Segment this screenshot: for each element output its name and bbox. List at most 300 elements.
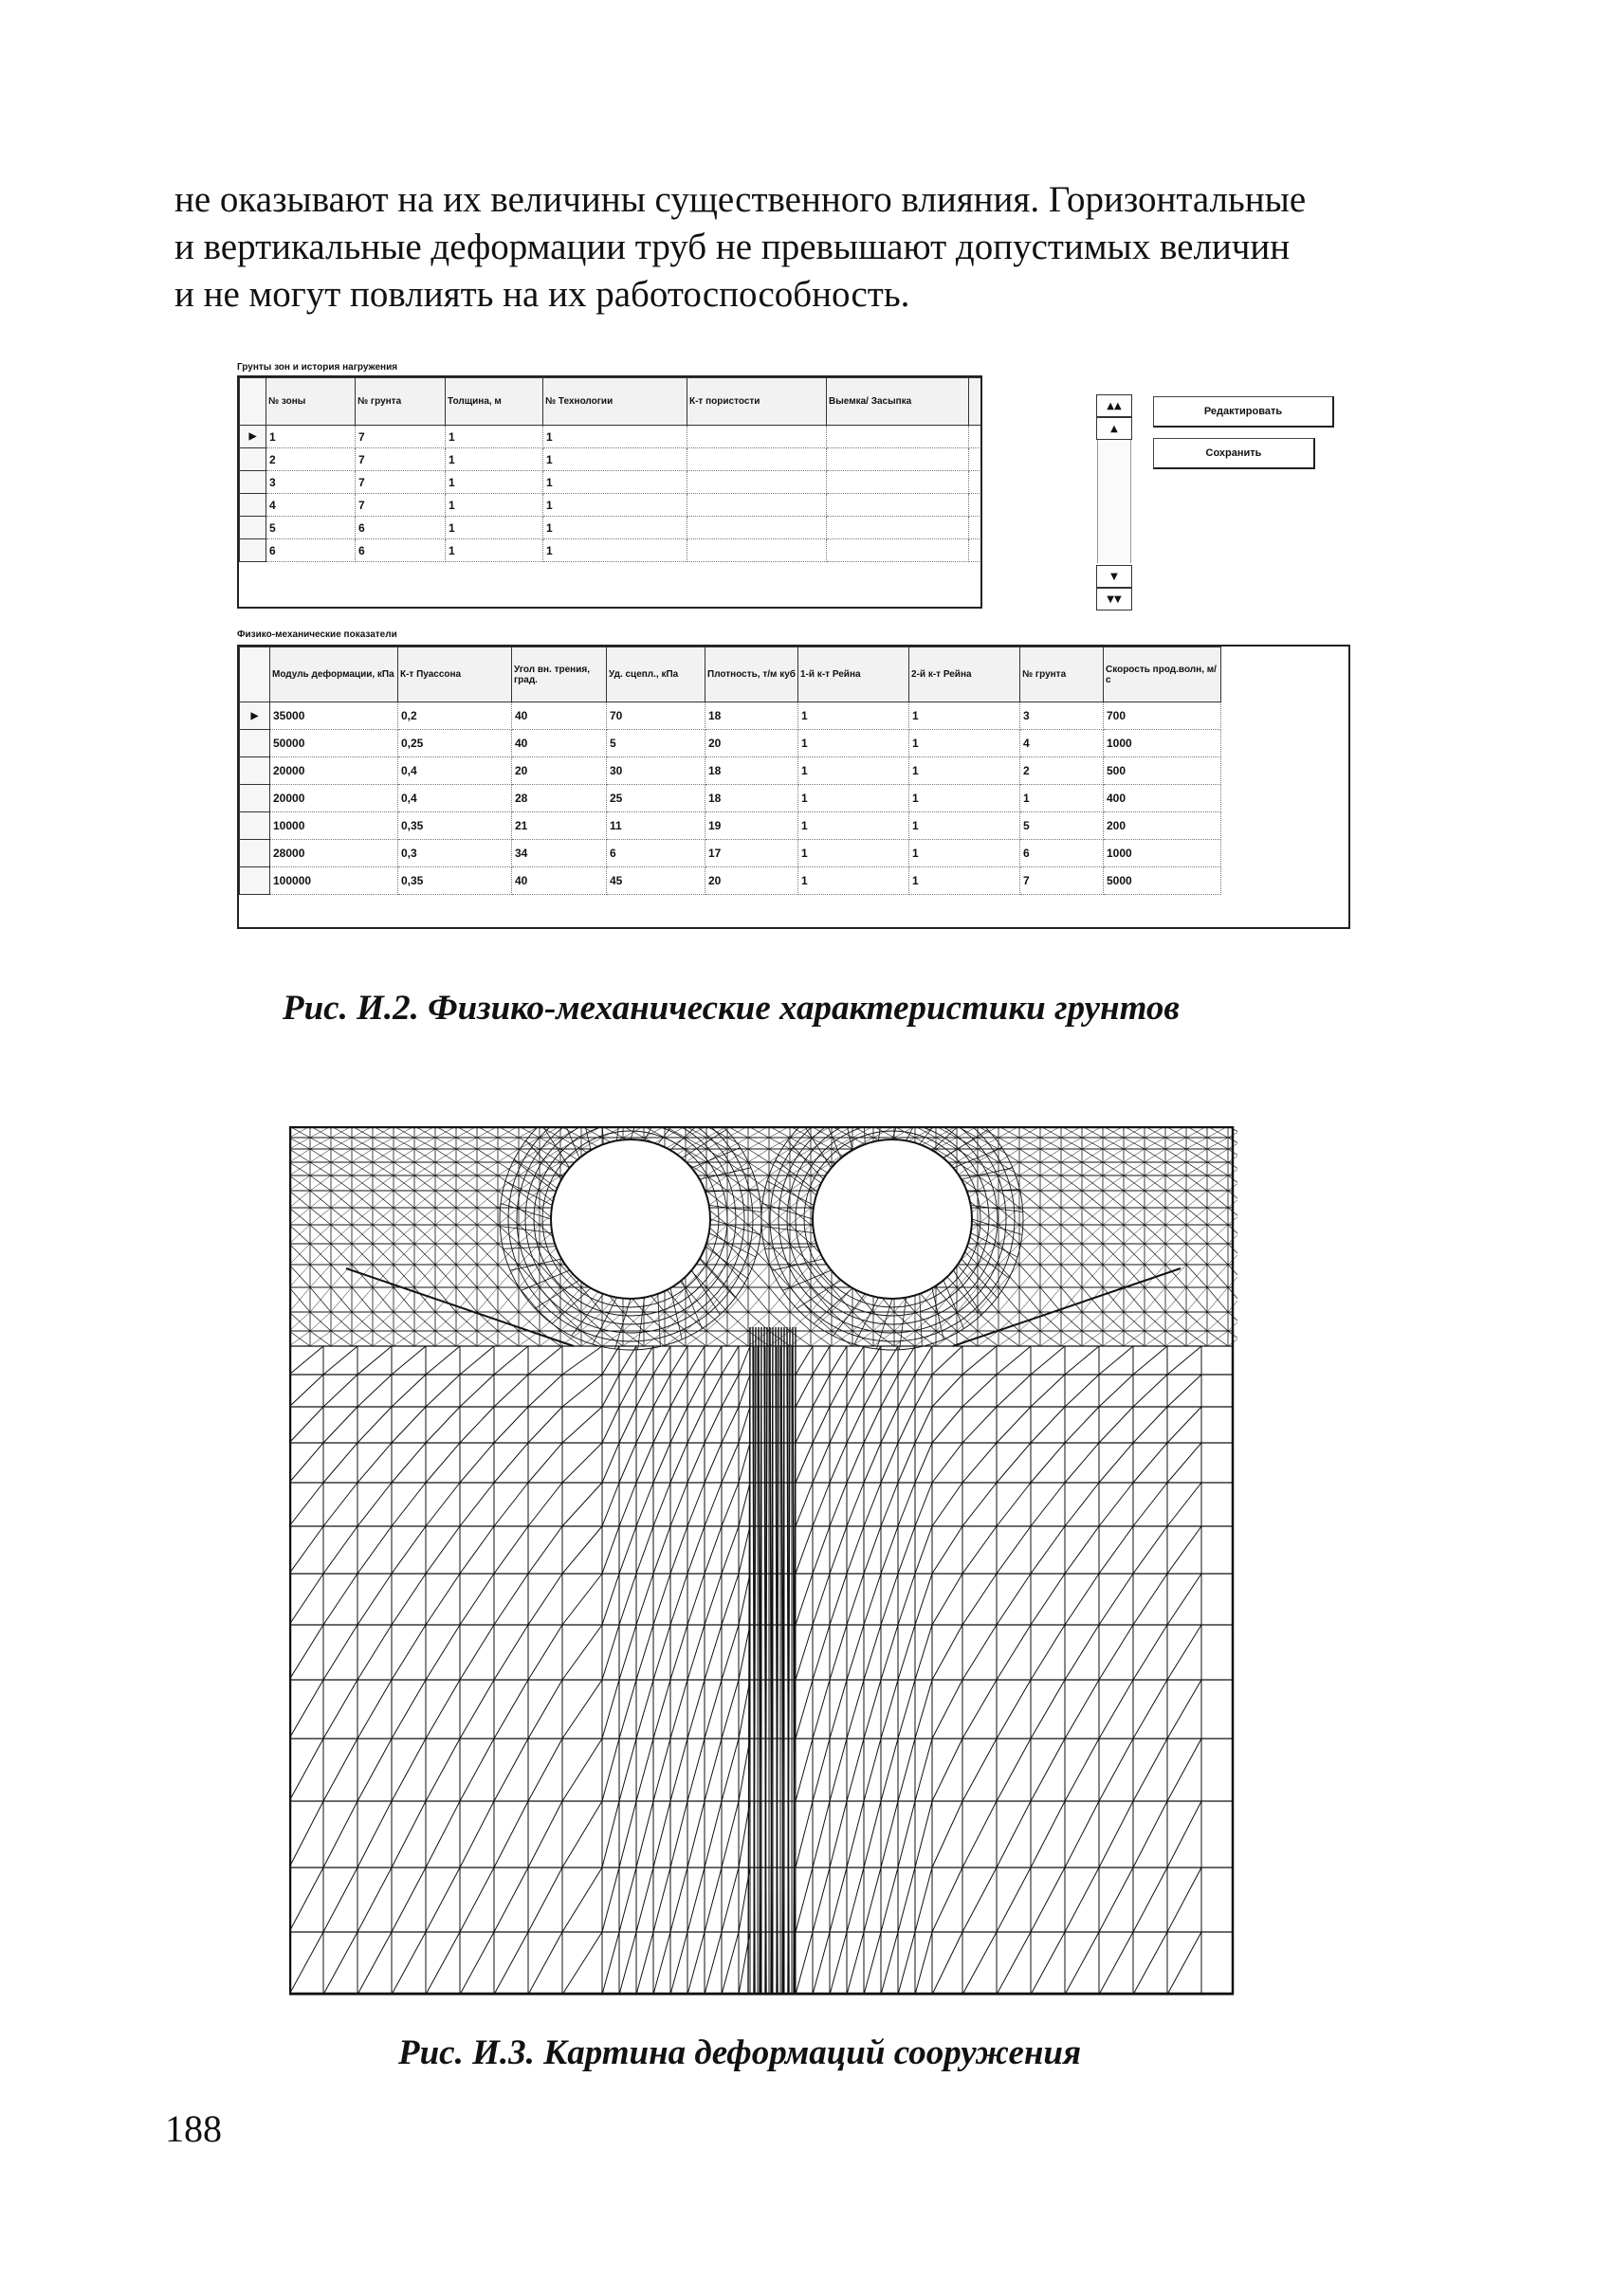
mesh-edge xyxy=(528,1868,562,1932)
table-cell[interactable] xyxy=(827,471,969,494)
table-cell[interactable]: 40 xyxy=(512,730,607,757)
paragraph-line: и вертикальные деформации труб не превышают допустимых величин xyxy=(174,227,1291,267)
mesh-edge xyxy=(722,1483,739,1526)
mesh-edge xyxy=(1167,1801,1201,1868)
scroll-to-bottom-button[interactable]: ▼▼ xyxy=(1096,588,1132,610)
table-cell[interactable]: 0,4 xyxy=(398,785,512,812)
mesh-edge xyxy=(881,1868,898,1932)
mesh-edge xyxy=(813,1375,830,1407)
table-cell[interactable]: 1 xyxy=(798,702,909,730)
mesh-edge xyxy=(898,1625,915,1680)
mesh-edge xyxy=(739,1346,750,1375)
table-cell[interactable]: 17 xyxy=(705,840,798,867)
row-selector[interactable] xyxy=(240,494,266,517)
row-selector[interactable] xyxy=(240,785,270,812)
mesh-edge xyxy=(796,1526,813,1574)
table-cell[interactable]: 7 xyxy=(356,494,446,517)
mesh-edge xyxy=(881,1932,898,1995)
mesh-edge xyxy=(619,1407,636,1443)
table-cell[interactable]: 6 xyxy=(1020,840,1104,867)
mesh-edge xyxy=(739,1375,750,1407)
scroll-down-button[interactable]: ▼ xyxy=(1096,565,1132,588)
table-cell[interactable]: 0,35 xyxy=(398,867,512,895)
mesh-edge xyxy=(830,1526,847,1574)
mesh-edge xyxy=(796,1443,813,1483)
row-selector[interactable] xyxy=(240,448,266,471)
mesh-edge xyxy=(1133,1443,1167,1483)
mesh-edge xyxy=(670,1625,687,1680)
table-cell[interactable]: 1 xyxy=(446,426,543,448)
mesh-edge xyxy=(653,1375,670,1407)
table-cell[interactable]: 21 xyxy=(512,812,607,840)
mesh-edge xyxy=(830,1443,847,1483)
mesh-edge xyxy=(357,1407,392,1443)
table-cell[interactable]: 7 xyxy=(356,448,446,471)
table-row[interactable] xyxy=(240,448,981,471)
table-cell[interactable]: 1 xyxy=(543,471,687,494)
table-row[interactable] xyxy=(240,426,981,448)
mesh-edge xyxy=(670,1483,687,1526)
mesh-edge xyxy=(962,1739,997,1801)
mesh-edge xyxy=(602,1443,619,1483)
mesh-edge xyxy=(494,1375,528,1407)
mesh-edge xyxy=(722,1443,739,1483)
table-row[interactable] xyxy=(240,812,1349,840)
table-cell[interactable]: 0,3 xyxy=(398,840,512,867)
mesh-edge xyxy=(864,1375,881,1407)
table-cell[interactable]: 1 xyxy=(446,517,543,539)
mesh-edge xyxy=(722,1574,739,1625)
table-cell[interactable]: 0,4 xyxy=(398,757,512,785)
table-cell xyxy=(1221,812,1349,840)
mesh-edge xyxy=(323,1375,357,1407)
mesh-edge xyxy=(1167,1625,1201,1680)
table-cell[interactable] xyxy=(827,539,969,562)
mesh-edge xyxy=(705,1625,722,1680)
table-cell[interactable]: 30 xyxy=(607,757,705,785)
mesh-edge xyxy=(460,1625,494,1680)
mesh-edge xyxy=(705,1526,722,1574)
column-header[interactable]: Модуль деформации, кПа xyxy=(270,647,398,702)
pipe-mesh-spoke xyxy=(967,1247,1009,1279)
pipe-mesh-spoke xyxy=(700,1168,751,1179)
column-header[interactable]: Угол вн. трения, град. xyxy=(512,647,607,702)
table-cell[interactable]: 7 xyxy=(356,426,446,448)
row-selector[interactable] xyxy=(240,812,270,840)
mesh-edge xyxy=(898,1483,915,1526)
mesh-edge xyxy=(528,1932,562,1995)
table-row[interactable] xyxy=(240,785,1349,812)
mesh-edge xyxy=(962,1375,997,1407)
pipe-mesh-spoke xyxy=(616,1126,623,1140)
mesh-edge xyxy=(653,1625,670,1680)
row-selector[interactable] xyxy=(240,517,266,539)
table-cell xyxy=(1221,730,1349,757)
column-header-empty xyxy=(969,378,981,426)
table-cell[interactable]: 40 xyxy=(512,702,607,730)
mesh-edge xyxy=(460,1574,494,1625)
mesh-edge xyxy=(932,1526,962,1574)
table-cell[interactable]: 11 xyxy=(607,812,705,840)
mesh-edge xyxy=(881,1375,898,1407)
table-cell[interactable]: 1 xyxy=(543,448,687,471)
table-cell[interactable] xyxy=(687,426,827,448)
mesh-edge xyxy=(813,1625,830,1680)
table-cell[interactable]: 1 xyxy=(798,785,909,812)
table-cell[interactable]: 20 xyxy=(705,867,798,895)
mesh-edge xyxy=(323,1868,357,1932)
mesh-edge xyxy=(494,1526,528,1574)
column-header[interactable]: № грунта xyxy=(1020,647,1104,702)
mesh-edge xyxy=(562,1625,602,1680)
mesh-edge xyxy=(289,1574,323,1625)
table-cell[interactable] xyxy=(687,471,827,494)
save-button[interactable]: Сохранить xyxy=(1153,438,1315,469)
mesh-edge xyxy=(528,1483,562,1526)
table-cell[interactable]: 10000 xyxy=(270,812,398,840)
mesh-edge xyxy=(881,1625,898,1680)
mesh-edge xyxy=(1099,1868,1133,1932)
mesh-edge xyxy=(619,1932,636,1995)
pipe-mesh-spoke xyxy=(833,1294,866,1336)
mesh-edge xyxy=(830,1801,847,1868)
table-cell[interactable]: 2 xyxy=(1020,757,1104,785)
mesh-edge xyxy=(460,1739,494,1801)
scroll-up-button[interactable]: ▲ xyxy=(1096,417,1132,440)
mesh-edge xyxy=(494,1443,528,1483)
table-cell[interactable]: 1 xyxy=(446,471,543,494)
table-cell[interactable] xyxy=(687,517,827,539)
mesh-edge xyxy=(1099,1483,1133,1526)
table-cell[interactable]: 70 xyxy=(607,702,705,730)
column-header[interactable]: 1-й к-т Рейна xyxy=(798,647,909,702)
edit-button[interactable]: Редактировать xyxy=(1153,396,1334,428)
mesh-edge xyxy=(796,1932,813,1995)
mesh-edge xyxy=(1133,1680,1167,1739)
column-header[interactable]: Толщина, м xyxy=(446,378,543,426)
mesh-edge xyxy=(619,1483,636,1526)
mesh-edge xyxy=(426,1346,460,1375)
mesh-edge xyxy=(1133,1932,1167,1995)
table-row[interactable] xyxy=(240,840,1349,867)
table-cell[interactable]: 400 xyxy=(1104,785,1221,812)
table-cell[interactable]: 45 xyxy=(607,867,705,895)
mesh-edge xyxy=(722,1932,739,1995)
table-cell[interactable]: 28000 xyxy=(270,840,398,867)
mesh-edge xyxy=(460,1483,494,1526)
mesh-edge xyxy=(1099,1407,1133,1443)
mesh-edge xyxy=(687,1932,705,1995)
mesh-edge xyxy=(528,1625,562,1680)
mesh-edge xyxy=(1167,1443,1201,1483)
mesh-edge xyxy=(619,1526,636,1574)
scrollbar-track[interactable] xyxy=(1097,440,1131,563)
row-selector[interactable] xyxy=(240,867,270,895)
mesh-edge xyxy=(636,1680,653,1739)
mesh-edge xyxy=(289,1868,323,1932)
table-cell[interactable]: 1000 xyxy=(1104,730,1221,757)
table-cell[interactable]: 25 xyxy=(607,785,705,812)
table-cell[interactable]: 0,25 xyxy=(398,730,512,757)
mesh-edge xyxy=(289,1443,323,1483)
mesh-edge xyxy=(864,1407,881,1443)
table-cell[interactable]: 5000 xyxy=(1104,867,1221,895)
column-header[interactable]: Уд. сцепл., кПа xyxy=(607,647,705,702)
table-cell[interactable]: 1 xyxy=(798,840,909,867)
mesh-edge xyxy=(898,1739,915,1801)
mesh-edge xyxy=(1133,1375,1167,1407)
table-cell[interactable]: 1 xyxy=(909,730,1020,757)
mesh-edge xyxy=(915,1868,932,1932)
mesh-edge xyxy=(687,1375,705,1407)
row-selector[interactable] xyxy=(240,757,270,785)
table-cell[interactable]: 1 xyxy=(446,448,543,471)
mesh-edge xyxy=(426,1739,460,1801)
table-cell[interactable]: 6 xyxy=(607,840,705,867)
table-cell[interactable]: 0,2 xyxy=(398,702,512,730)
table-cell[interactable]: 700 xyxy=(1104,702,1221,730)
row-selector[interactable] xyxy=(240,840,270,867)
table-cell[interactable] xyxy=(687,539,827,562)
mesh-edge xyxy=(847,1680,864,1739)
table-cell[interactable]: 35000 xyxy=(270,702,398,730)
table-cell[interactable]: 7 xyxy=(1020,867,1104,895)
table-row[interactable] xyxy=(240,517,981,539)
mesh-edge xyxy=(705,1346,722,1375)
table-cell[interactable]: 18 xyxy=(705,757,798,785)
mesh-edge xyxy=(1133,1868,1167,1932)
column-header[interactable]: К-т Пуассона xyxy=(398,647,512,702)
mesh-edge xyxy=(1031,1625,1065,1680)
mesh-edge xyxy=(864,1868,881,1932)
mesh-edge xyxy=(602,1407,619,1443)
mesh-edge xyxy=(357,1868,392,1932)
mesh-edge xyxy=(881,1526,898,1574)
table-cell[interactable]: 1 xyxy=(909,840,1020,867)
mesh-edge xyxy=(687,1574,705,1625)
table-cell[interactable]: 200 xyxy=(1104,812,1221,840)
table-cell[interactable]: 19 xyxy=(705,812,798,840)
mesh-edge xyxy=(460,1443,494,1483)
mesh-edge xyxy=(796,1346,813,1375)
table-cell[interactable]: 1 xyxy=(909,785,1020,812)
mesh-edge xyxy=(847,1407,864,1443)
mesh-edge xyxy=(997,1932,1031,1995)
table-cell[interactable]: 5 xyxy=(607,730,705,757)
row-selector[interactable] xyxy=(240,471,266,494)
mesh-edge xyxy=(392,1739,426,1801)
mesh-edge xyxy=(915,1443,932,1483)
mesh-edge xyxy=(289,1526,323,1574)
mesh-edge xyxy=(289,1375,323,1407)
table-cell[interactable]: 1 xyxy=(446,539,543,562)
table-cell[interactable]: 7 xyxy=(356,471,446,494)
mesh-edge xyxy=(962,1346,997,1375)
mesh-edge xyxy=(997,1483,1031,1526)
table-row[interactable] xyxy=(240,730,1349,757)
table-cell[interactable]: 1 xyxy=(266,426,356,448)
mesh-edge xyxy=(813,1526,830,1574)
table-cell xyxy=(969,494,981,517)
row-selector[interactable] xyxy=(240,539,266,562)
mesh-edge xyxy=(602,1375,619,1407)
table-cell[interactable]: 50000 xyxy=(270,730,398,757)
mesh-edge xyxy=(739,1407,750,1443)
table-cell[interactable]: 18 xyxy=(705,785,798,812)
column-header[interactable]: № зоны xyxy=(266,378,356,426)
table-cell[interactable]: 6 xyxy=(356,517,446,539)
mesh-edge xyxy=(528,1801,562,1868)
table-cell[interactable]: 28 xyxy=(512,785,607,812)
mesh-edge xyxy=(357,1526,392,1574)
mesh-edge xyxy=(915,1574,932,1625)
mesh-edge xyxy=(619,1801,636,1868)
mesh-edge xyxy=(1065,1625,1099,1680)
mesh-edge xyxy=(602,1868,619,1932)
mesh-edge xyxy=(460,1868,494,1932)
table-cell[interactable]: 1 xyxy=(909,812,1020,840)
table-cell[interactable]: 20 xyxy=(705,730,798,757)
mesh-edge xyxy=(705,1375,722,1407)
mesh-edge xyxy=(705,1739,722,1801)
mesh-edge xyxy=(460,1407,494,1443)
table-cell[interactable] xyxy=(827,517,969,539)
table-cell[interactable]: 3 xyxy=(1020,702,1104,730)
table-cell[interactable] xyxy=(827,494,969,517)
mesh-edge xyxy=(636,1801,653,1868)
column-header[interactable]: 2-й к-т Рейна xyxy=(909,647,1020,702)
mesh-edge xyxy=(602,1739,619,1801)
table-cell[interactable] xyxy=(827,426,969,448)
table-cell[interactable]: 20000 xyxy=(270,757,398,785)
soil-section-label: Физико-механические показатели xyxy=(237,629,397,640)
mesh-edge xyxy=(997,1526,1031,1574)
table-cell[interactable]: 4 xyxy=(1020,730,1104,757)
mesh-edge xyxy=(830,1625,847,1680)
mesh-edge xyxy=(653,1346,670,1375)
table-cell[interactable]: 1 xyxy=(798,867,909,895)
column-header[interactable]: Скорость прод.волн, м/с xyxy=(1104,647,1221,702)
mesh-edge xyxy=(847,1932,864,1995)
mesh-edge xyxy=(1065,1739,1099,1801)
table-cell[interactable]: 1 xyxy=(543,539,687,562)
table-cell[interactable]: 6 xyxy=(356,539,446,562)
column-header[interactable]: № Технологии xyxy=(543,378,687,426)
table-cell[interactable]: 1 xyxy=(446,494,543,517)
table-row[interactable] xyxy=(240,494,981,517)
mesh-edge xyxy=(847,1483,864,1526)
table-row[interactable] xyxy=(240,867,1349,895)
table-cell[interactable]: 1 xyxy=(909,867,1020,895)
mesh-edge xyxy=(932,1407,962,1443)
table-cell[interactable]: 1 xyxy=(798,757,909,785)
table-cell[interactable] xyxy=(687,494,827,517)
mesh-edge xyxy=(864,1346,881,1375)
table-cell[interactable]: 100000 xyxy=(270,867,398,895)
mesh-edge xyxy=(494,1346,528,1375)
mesh-edge xyxy=(653,1407,670,1443)
table-cell[interactable]: 1 xyxy=(1020,785,1104,812)
mesh-edge xyxy=(562,1407,602,1443)
column-header[interactable]: № грунта xyxy=(356,378,446,426)
mesh-edge xyxy=(562,1801,602,1868)
table-cell[interactable]: 1 xyxy=(909,702,1020,730)
table-cell[interactable]: 20000 xyxy=(270,785,398,812)
table-cell[interactable]: 1 xyxy=(909,757,1020,785)
mesh-edge xyxy=(687,1483,705,1526)
mesh-edge xyxy=(687,1407,705,1443)
table-cell[interactable] xyxy=(827,448,969,471)
mesh-edge xyxy=(1099,1932,1133,1995)
table-row[interactable] xyxy=(240,471,981,494)
mesh-edge xyxy=(962,1443,997,1483)
table-cell[interactable]: 1 xyxy=(543,494,687,517)
table-cell[interactable]: 3 xyxy=(266,471,356,494)
table-cell[interactable]: 0,35 xyxy=(398,812,512,840)
mesh-edge xyxy=(997,1801,1031,1868)
table-cell[interactable]: 500 xyxy=(1104,757,1221,785)
mesh-edge xyxy=(898,1574,915,1625)
table-cell[interactable]: 5 xyxy=(1020,812,1104,840)
zones-section-label: Грунты зон и история нагружения xyxy=(237,362,398,373)
mesh-edge xyxy=(1065,1407,1099,1443)
table-cell[interactable]: 20 xyxy=(512,757,607,785)
table-cell[interactable]: 1 xyxy=(798,812,909,840)
table-cell xyxy=(969,448,981,471)
mesh-edge xyxy=(997,1625,1031,1680)
mesh-edge xyxy=(619,1680,636,1739)
table-row[interactable] xyxy=(240,702,1349,730)
mesh-edge xyxy=(705,1801,722,1868)
mesh-edge xyxy=(289,1801,323,1868)
table-cell[interactable]: 1 xyxy=(798,730,909,757)
mesh-edge xyxy=(1167,1375,1201,1407)
table-row[interactable] xyxy=(240,757,1349,785)
mesh-edge xyxy=(1065,1932,1099,1995)
mesh-edge xyxy=(813,1574,830,1625)
table-cell[interactable]: 1 xyxy=(543,426,687,448)
mesh-edge xyxy=(562,1574,602,1625)
table-cell[interactable]: 1000 xyxy=(1104,840,1221,867)
table-cell[interactable]: 6 xyxy=(266,539,356,562)
mesh-edge xyxy=(1099,1443,1133,1483)
mesh-edge xyxy=(898,1443,915,1483)
table-cell[interactable]: 2 xyxy=(266,448,356,471)
column-header[interactable]: Выемка/ Засыпка xyxy=(827,378,969,426)
table-cell[interactable]: 5 xyxy=(266,517,356,539)
table-cell[interactable]: 34 xyxy=(512,840,607,867)
mesh-edge xyxy=(602,1574,619,1625)
column-header[interactable]: Плотность, т/м куб xyxy=(705,647,798,702)
mesh-edge xyxy=(864,1526,881,1574)
table-cell xyxy=(1221,757,1349,785)
table-cell[interactable]: 4 xyxy=(266,494,356,517)
mesh-edge xyxy=(323,1407,357,1443)
scroll-to-top-button[interactable]: ▲▲ xyxy=(1096,394,1132,417)
table-cell[interactable] xyxy=(687,448,827,471)
mesh-edge xyxy=(1167,1526,1201,1574)
mesh-edge xyxy=(602,1483,619,1526)
table-cell[interactable]: 1 xyxy=(543,517,687,539)
row-selector[interactable] xyxy=(240,730,270,757)
table-cell[interactable]: 18 xyxy=(705,702,798,730)
column-header[interactable]: К-т пористости xyxy=(687,378,827,426)
mesh-edge xyxy=(528,1680,562,1739)
mesh-edge xyxy=(932,1346,962,1375)
table-row[interactable] xyxy=(240,539,981,562)
table-cell[interactable]: 40 xyxy=(512,867,607,895)
mesh-edge xyxy=(830,1346,847,1375)
